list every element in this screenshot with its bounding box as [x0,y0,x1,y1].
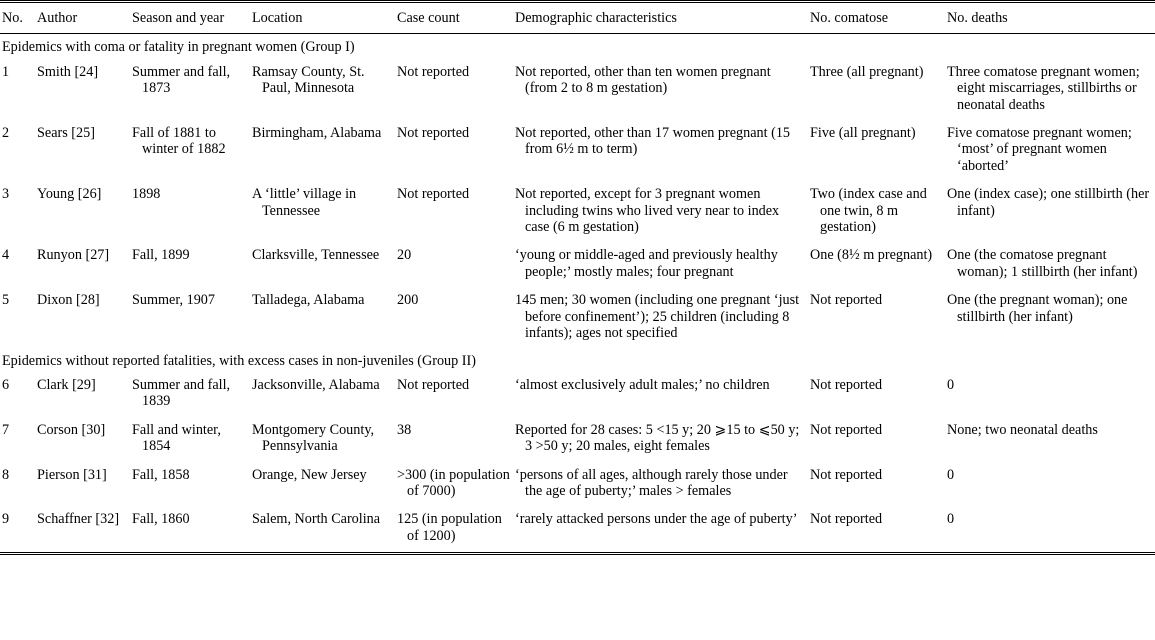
cases-text: 125 (in population of 1200) [397,511,502,544]
author-text: Young [26] [37,186,102,203]
cell-no: 2 [2,125,10,142]
table-row [0,58,1155,119]
header-location: Location [249,2,394,34]
deaths-text: Three comatose pregnant women; eight miscarriages, stillbirths or neonatal deaths [947,63,1140,113]
comatose-text: Not reported [810,376,883,393]
season-text: Summer and fall, 1839 [132,376,231,410]
cell-location [249,286,394,347]
author-text: Smith [24] [37,63,99,80]
cell-demographics [512,416,807,461]
cell-comatose [807,241,944,286]
deaths-text: 0 [947,376,955,393]
cases-text: 38 [397,421,412,438]
cell-deaths [944,241,1155,286]
cell-author [34,416,129,461]
cell-comatose [807,286,944,347]
season-text: Fall, 1860 [132,511,190,528]
cell-demographics [512,505,807,551]
cell-cases [394,180,512,241]
table-row [0,286,1155,347]
cell-demographics [512,461,807,506]
location-text: Clarksville, Tennessee [252,247,380,264]
cell-demographics [512,58,807,119]
author-text: Runyon [27] [37,247,110,264]
cell-no: 5 [2,292,10,309]
demo-text: Not reported, other than ten women pregnant (from 2 to 8 m gestation) [515,63,771,97]
cell-deaths [944,371,1155,416]
cell-deaths [944,416,1155,461]
location-text: Talladega, Alabama [252,292,365,309]
header-season: Season and year [129,2,249,34]
demo-text: Reported for 28 cases: 5 <15 y; 20 ⩾15 to ⩽50 y; 3 >50 y; 20 males, eight females [515,421,800,455]
location-text: Salem, North Carolina [252,511,381,528]
author-text: Corson [30] [37,421,106,438]
cell-author [34,241,129,286]
cell-location [249,371,394,416]
cell-author [34,180,129,241]
table-row [0,505,1155,551]
cell-comatose [807,505,944,551]
cases-text: Not reported [397,376,470,393]
author-text: Dixon [28] [37,292,100,309]
deaths-text: 0 [947,466,955,483]
author-text: Sears [25] [37,125,95,142]
author-text: Pierson [31] [37,466,107,483]
cell-deaths [944,119,1155,180]
comatose-text: Three (all pregnant) [810,63,924,80]
deaths-text: One (the pregnant woman); one stillbirth (her infant) [947,292,1128,325]
cases-text: 20 [397,247,412,264]
cell-season [129,416,249,461]
cell-demographics [512,371,807,416]
cell-comatose [807,180,944,241]
cell-cases [394,371,512,416]
cell-cases [394,505,512,551]
cell-no: 8 [2,466,10,483]
deaths-text: One (the comatose pregnant woman); 1 stillbirth (her infant) [947,247,1138,280]
cell-deaths [944,58,1155,119]
comatose-text: Not reported [810,292,883,309]
season-text: Fall, 1858 [132,466,190,483]
cell-author [34,461,129,506]
footer-rule [0,551,1155,554]
header-deaths: No. deaths [944,2,1155,34]
cell-season [129,286,249,347]
cell-season [129,119,249,180]
cell-author [34,58,129,119]
cell-author [34,286,129,347]
season-text: Fall, 1899 [132,247,190,264]
cell-comatose [807,461,944,506]
comatose-text: Two (index case and one twin, 8 m gestation) [810,186,927,236]
season-text: Fall of 1881 to winter of 1882 [132,125,226,158]
cases-text: 200 [397,292,419,309]
header-author: Author [34,2,129,34]
cell-season [129,371,249,416]
location-text: Ramsay County, St. Paul, Minnesota [252,63,365,97]
deaths-text: One (index case); one stillbirth (her infant) [947,186,1150,219]
cell-comatose [807,371,944,416]
table-row [0,371,1155,416]
cell-location [249,58,394,119]
header-case-count: Case count [394,2,512,34]
cell-deaths [944,180,1155,241]
table-row [0,119,1155,180]
header-comatose: No. comatose [807,2,944,34]
header-demographics: Demographic characteristics [512,2,807,34]
group-heading-row [0,34,1155,58]
deaths-text: Five comatose pregnant women; ‘most’ of pregnant women ‘aborted’ [947,125,1132,174]
season-text: Summer and fall, 1873 [132,63,231,97]
comatose-text: Not reported [810,421,883,438]
demo-text: ‘almost exclusively adult males;’ no children [515,376,770,393]
cell-location [249,180,394,241]
cell-no: 7 [2,421,10,438]
deaths-text: 0 [947,511,955,528]
footer-rule-row [0,551,1155,554]
cell-season [129,505,249,551]
location-text: A ‘little’ village in Tennessee [252,186,357,219]
cell-demographics [512,241,807,286]
cell-location [249,505,394,551]
cell-deaths [944,286,1155,347]
cell-cases [394,286,512,347]
cell-no: 6 [2,376,10,393]
location-text: Birmingham, Alabama [252,125,382,142]
header-no: No. [0,2,34,34]
cases-text: Not reported [397,186,470,203]
group-title: Epidemics with coma or fatality in pregnant women (Group I) [2,39,355,56]
demo-text: ‘young or middle-aged and previously healthy people;’ mostly males; four pregnant [515,247,778,280]
cell-comatose [807,416,944,461]
cell-cases [394,58,512,119]
header-row [0,2,1155,34]
comatose-text: One (8½ m pregnant) [810,247,933,264]
demo-text: ‘rarely attacked persons under the age of puberty’ [515,511,798,528]
author-text: Schaffner [32] [37,511,120,528]
cell-no: 4 [2,247,10,264]
cell-no: 3 [2,186,10,203]
cases-text: Not reported [397,63,470,80]
group-title: Epidemics without reported fatalities, with excess cases in non-juveniles (Group II) [2,352,476,369]
cell-cases [394,416,512,461]
season-text: 1898 [132,186,161,203]
table-row [0,180,1155,241]
cell-cases [394,461,512,506]
demo-text: Not reported, except for 3 pregnant women including twins who lived very near to index case (6 m gestation) [515,186,780,236]
season-text: Fall and winter, 1854 [132,421,221,455]
deaths-text: None; two neonatal deaths [947,421,1098,438]
cell-cases [394,241,512,286]
cell-comatose [807,119,944,180]
cell-author [34,119,129,180]
season-text: Summer, 1907 [132,292,215,309]
table-row [0,461,1155,506]
group-heading-row [0,348,1155,371]
cell-comatose [807,58,944,119]
cell-demographics [512,119,807,180]
comatose-text: Not reported [810,466,883,483]
cell-location [249,461,394,506]
cell-deaths [944,505,1155,551]
cell-season [129,58,249,119]
cell-season [129,180,249,241]
table-row [0,416,1155,461]
comatose-text: Not reported [810,511,883,528]
cell-season [129,241,249,286]
comatose-text: Five (all pregnant) [810,125,916,142]
location-text: Montgomery County, Pennsylvania [252,421,375,455]
table-header [0,2,1155,34]
cell-location [249,416,394,461]
location-text: Jacksonville, Alabama [252,376,380,393]
table-footer-rule [0,551,1155,554]
cell-location [249,241,394,286]
cell-location [249,119,394,180]
demo-text: 145 men; 30 women (including one pregnant ‘just before confinement’); 25 children (including 8 infants); ages not specified [515,292,800,342]
cell-no: 9 [2,511,10,528]
cell-demographics [512,180,807,241]
table-body [0,34,1155,551]
cases-text: Not reported [397,125,470,142]
table-row [0,241,1155,286]
location-text: Orange, New Jersey [252,466,367,483]
cell-demographics [512,286,807,347]
cases-text: >300 (in population of 7000) [397,466,510,499]
demo-text: Not reported, other than 17 women pregnant (15 from 6½ m to term) [515,125,791,158]
cell-author [34,505,129,551]
cell-author [34,371,129,416]
author-text: Clark [29] [37,376,96,393]
cell-no: 1 [2,63,10,80]
cell-deaths [944,461,1155,506]
demo-text: ‘persons of all ages, although rarely those under the age of puberty;’ males > females [515,466,788,499]
cell-cases [394,119,512,180]
cell-season [129,461,249,506]
